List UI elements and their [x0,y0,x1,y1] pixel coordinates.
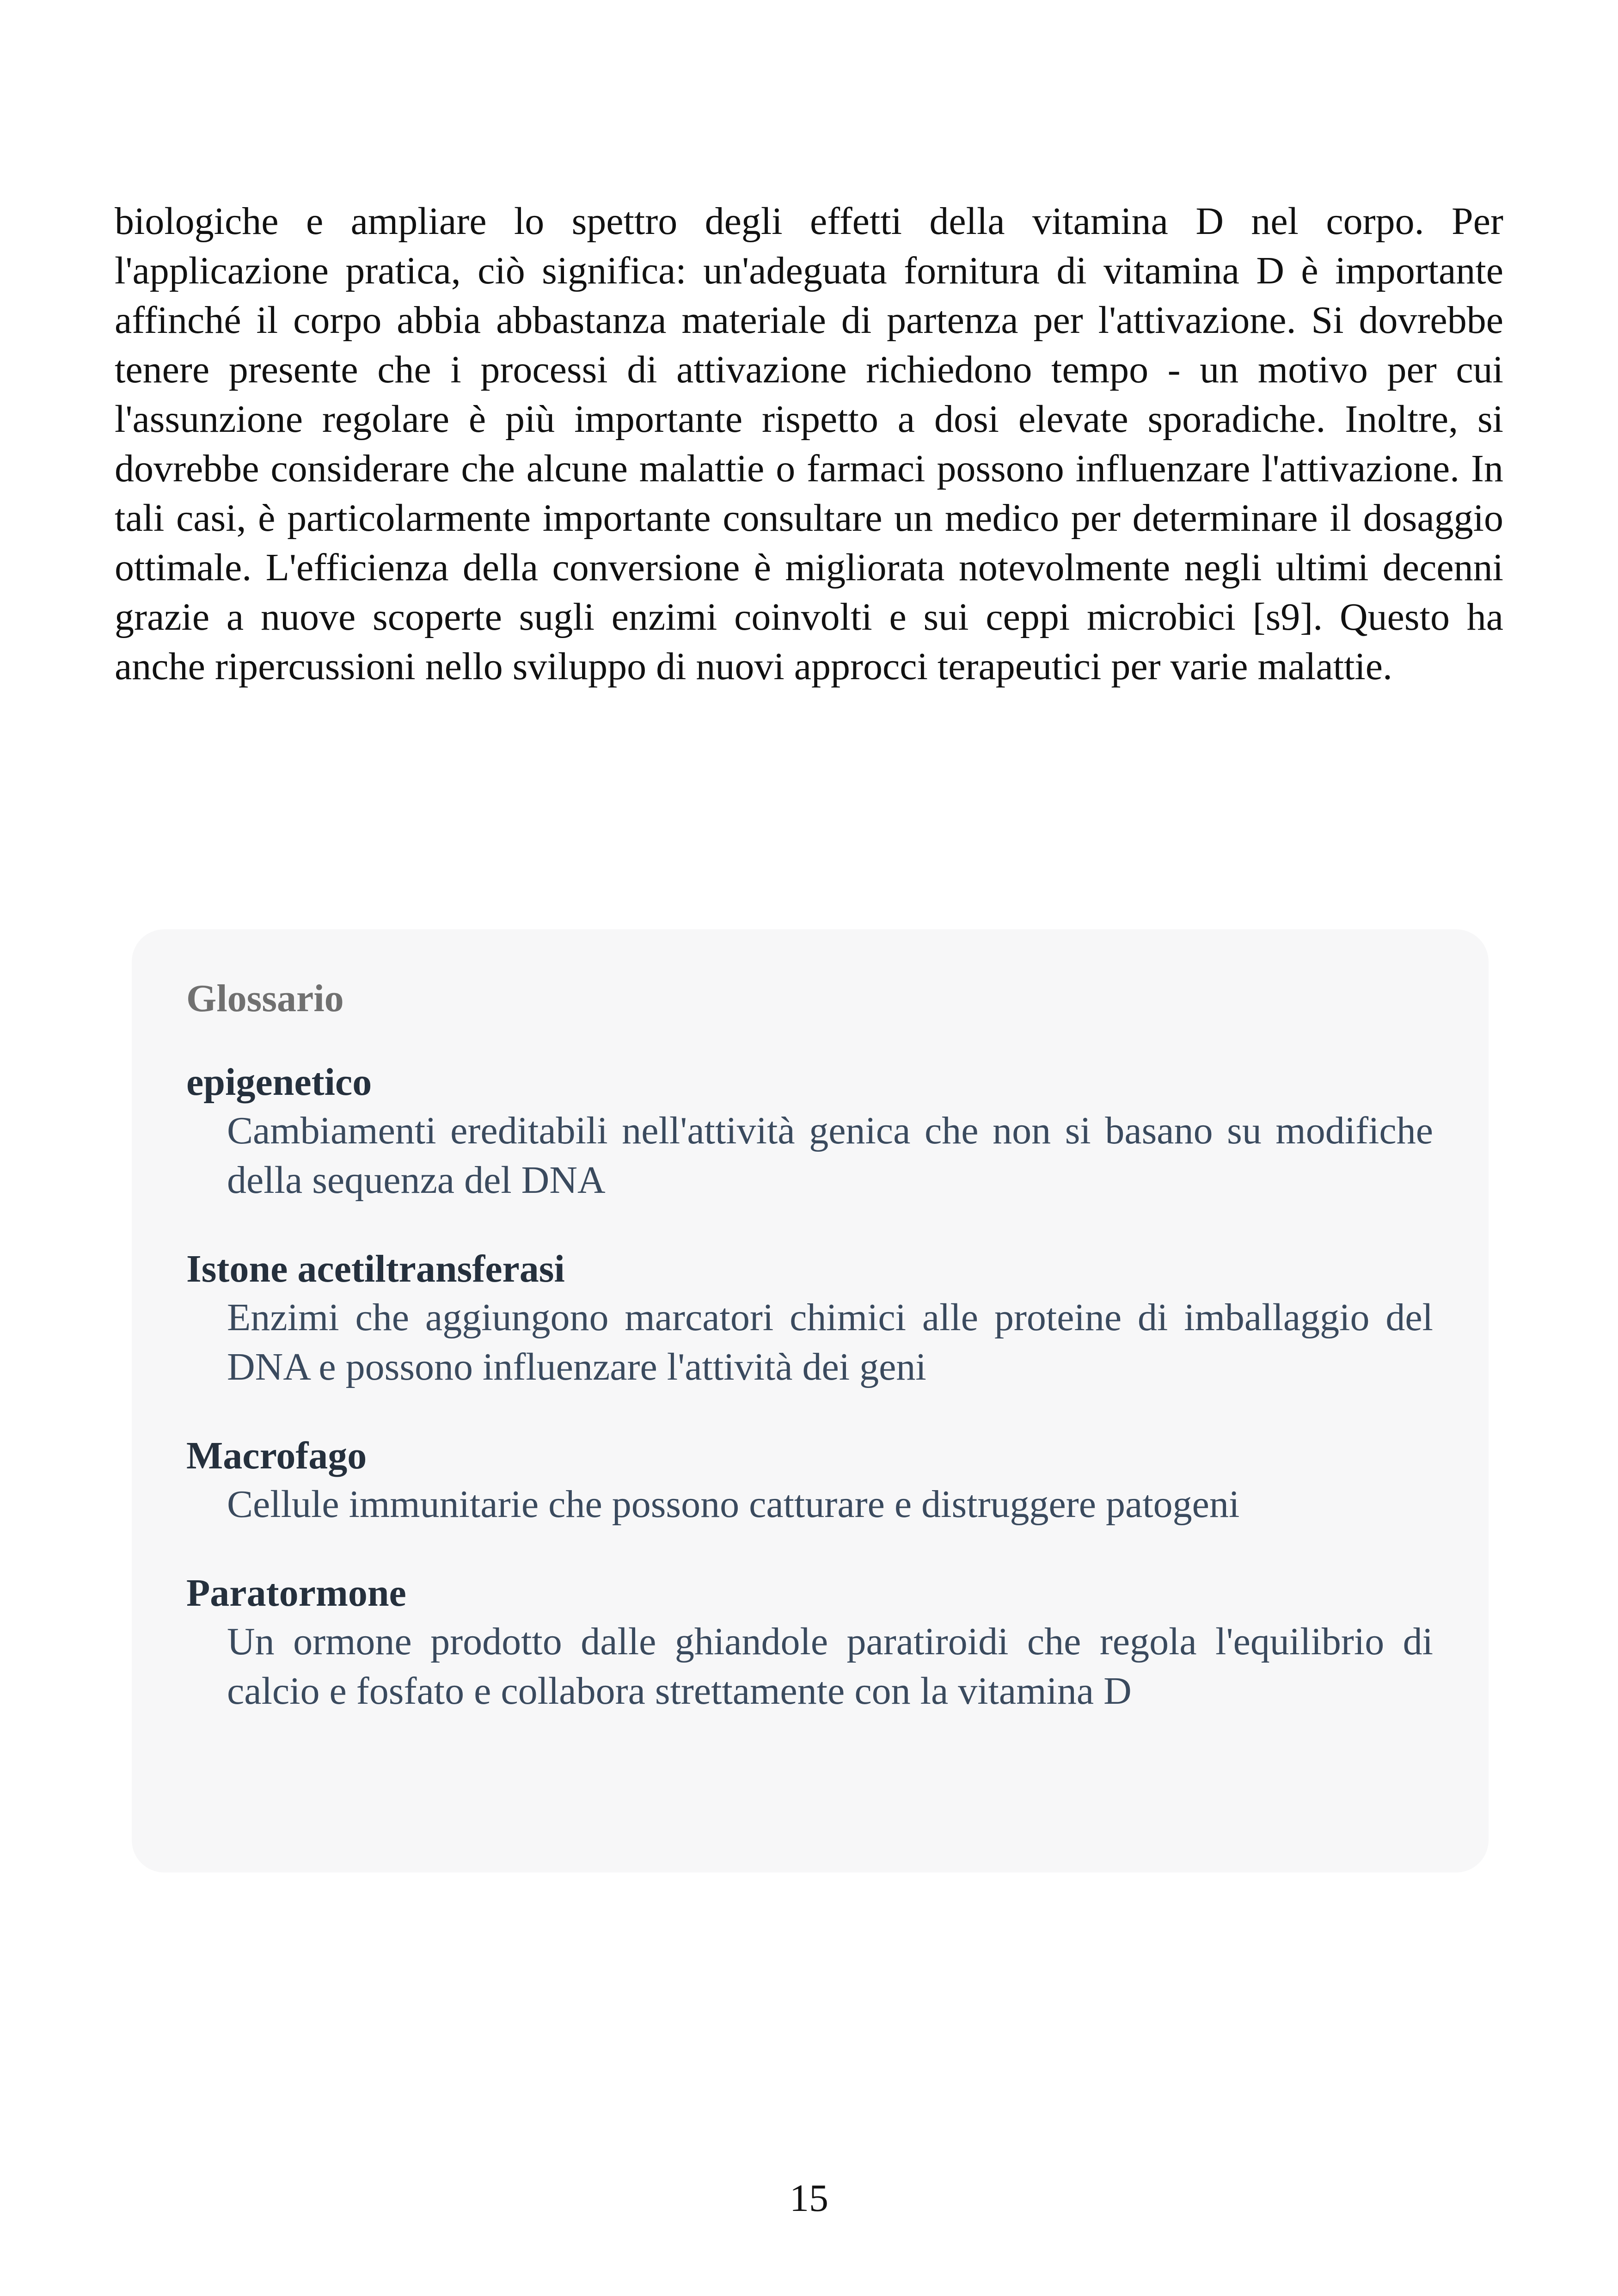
glossary-entry [186,1432,1433,1529]
glossary-definition: Un ormone prodotto dalle ghiandole paratiroidi che regola l'equilibrio di calcio e fosfato e collabora strettamente con la vitamina D [227,1620,1433,1713]
glossary-entry [186,1246,1433,1392]
glossary-title: Glossario [186,977,344,1020]
glossary-term: Istone acetiltransferasi [186,1247,565,1290]
page-number: 15 [790,2177,828,2220]
glossary-entry [186,1570,1433,1716]
glossary-list [186,1059,1433,1716]
glossary-definition: Cambiamenti ereditabili nell'attività genica che non si basano su modifiche della sequenza del DNA [227,1109,1433,1202]
glossary-definition: Enzimi che aggiungono marcatori chimici alle proteine di imballaggio del DNA e possono influenzare l'attività dei geni [227,1296,1433,1388]
glossary-term: epigenetico [186,1061,372,1104]
glossary-box [132,929,1489,1872]
glossary-term: Macrofago [186,1434,367,1477]
body-paragraph: biologiche e ampliare lo spettro degli effetti della vitamina D nel corpo. Per l'applicazione pratica, ciò significa: un'adeguata fornitura di vitamina D è importante affinché il corpo abbia abbastanza materiale di partenza per l'attivazione. Si dovrebbe tenere presente che i processi di attivazione richiedono tempo - un motivo per cui l'assunzione regolare è più importante rispetto a dosi elevate sporadiche. Inoltre, si dovrebbe considerare che alcune malattie o farmaci possono influenzare l'attivazione. In tali casi, è particolarmente importante consultare un medico per determinare il dosaggio ottimale. L'efficienza della conversione è migliorata notevolmente negli ultimi decenni grazie a nuove scoperte sugli enzimi coinvolti e sui ceppi microbici [s9]. Questo ha anche ripercussioni nello sviluppo di nuovi approcci terapeutici per varie malattie. [115,200,1503,688]
glossary-term: Paratormone [186,1572,406,1615]
glossary-definition: Cellule immunitarie che possono catturare e distruggere patogeni [227,1483,1240,1526]
glossary-entry [186,1059,1433,1205]
